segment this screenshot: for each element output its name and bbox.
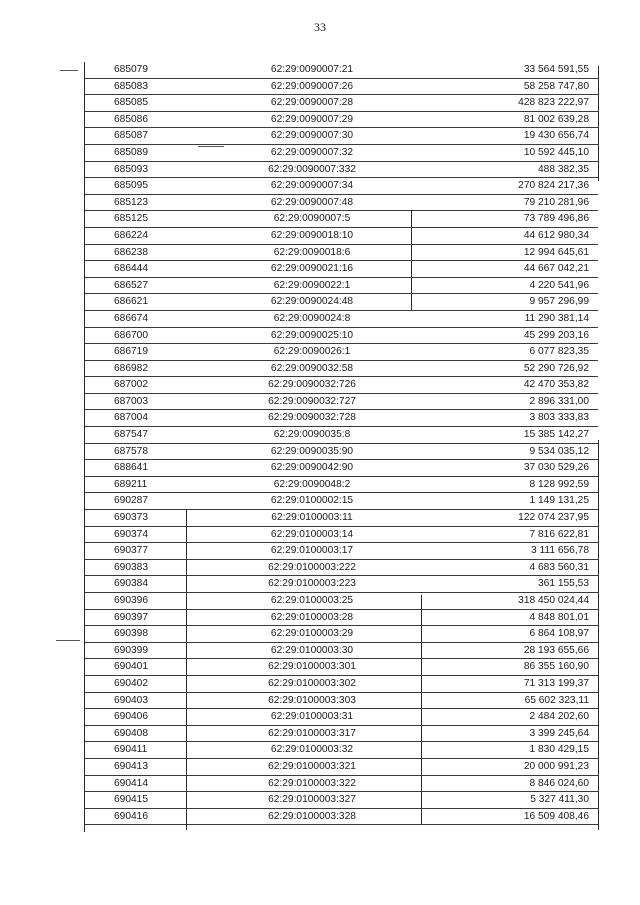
table-row [84,693,598,710]
table-row [84,560,598,577]
cadastral-number: 62:29:0100003:30 [270,644,354,656]
table-row [84,610,598,627]
row-id: 685093 [114,163,148,175]
table-row [84,709,598,726]
cadastral-number: 62:29:0090025:10 [270,329,354,341]
row-id: 690413 [114,760,148,772]
cadastral-value: 44 612 980,34 [523,229,589,241]
table-row [84,261,598,278]
row-id: 690403 [114,694,148,706]
row-id: 686238 [114,246,148,258]
table-row [84,361,598,378]
cadastral-number: 62:29:0100003:25 [270,595,354,606]
table-row [84,527,598,544]
cadastral-value: 11 290 381,14 [524,312,589,324]
table-right-rule-lower [598,440,599,830]
cadastral-number: 62:29:0100003:14 [270,528,354,540]
cadastral-number: 62:29:0090024:8 [273,312,351,324]
cadastral-number: 62:29:0100003:328 [268,810,356,822]
cadastral-value: 33 564 591,55 [523,64,589,75]
cadastral-value: 71 313 199,37 [523,677,589,689]
row-id: 687547 [114,429,148,441]
cadastral-number: 62:29:0100002:15 [270,495,354,507]
cadastral-value: 12 994 645,61 [523,246,589,258]
table-row [84,742,598,759]
table-row [84,626,598,643]
row-id: 685087 [114,130,148,142]
cadastral-value: 8 846 024,60 [529,777,589,789]
row-id: 686719 [114,346,148,358]
scan-mark [198,146,224,147]
table-row [84,543,598,560]
table-row [84,128,598,145]
cadastral-value: 270 824 217,36 [518,180,589,192]
cadastral-number: 62:29:0100003:17 [270,545,354,557]
page-number: 33 [314,20,326,34]
cadastral-value: 86 355 160,90 [523,661,589,673]
table-row [84,228,598,245]
cadastral-number: 62:29:0100003:11 [271,512,353,524]
table-row [84,726,598,743]
row-id: 685086 [114,113,148,125]
table-row [84,510,598,527]
table-row [84,792,598,809]
cadastral-number: 62:29:0090007:48 [270,196,354,208]
row-id: 690399 [114,644,148,656]
row-id: 690414 [114,777,148,789]
row-id: 690287 [114,495,148,507]
cadastral-number: 62:29:0100003:302 [268,677,356,689]
cadastral-number: 62:29:0100003:321 [268,760,356,772]
cadastral-value: 19 430 656,74 [523,130,589,142]
cadastral-value: 3 399 245,64 [529,727,589,739]
row-id: 690383 [114,561,148,573]
table-right-rule [598,66,599,181]
cadastral-number: 62:29:0090032:58 [270,362,354,374]
cadastral-value: 488 382,35 [538,163,589,175]
cadastral-number: 62:29:0090032:726 [268,379,356,391]
row-id: 687002 [114,379,148,391]
cadastral-value: 10 592 445,10 [523,146,589,158]
cadastral-number: 62:29:0090032:728 [268,412,356,424]
id-column-divider [186,510,187,830]
cadastral-number: 62:29:0100003:223 [268,578,356,590]
cadastral-number: 62:29:0100003:31 [270,711,354,723]
row-id: 690398 [114,628,148,640]
cadastral-number: 62:29:0090018:6 [273,246,351,258]
table-row [84,444,598,461]
table-row [84,659,598,676]
row-id: 690396 [114,595,148,606]
row-id: 685095 [114,180,148,192]
table-row [84,477,598,494]
cadastral-value: 58 258 747,80 [523,80,589,92]
cadastral-number: 62:29:0090035:90 [270,445,354,457]
cadastral-number: 62:29:0090007:29 [270,113,354,125]
cadastral-number: 62:29:0090024:48 [270,296,354,308]
cadastral-value: 28 193 655,66 [523,644,589,656]
table-row [84,593,598,610]
cadastral-number: 62:29:0090007:21 [270,64,354,75]
cadastral-number: 62:29:0100003:28 [270,611,354,623]
table-row [84,328,598,345]
table-row [84,245,598,262]
row-id: 686224 [114,229,148,241]
scan-mark [60,70,78,71]
table-row [84,145,598,162]
row-id: 686700 [114,329,148,341]
table-row [84,643,598,660]
row-id: 687004 [114,412,148,424]
cadastral-value: 45 299 203,16 [523,329,589,341]
scan-mark [56,640,80,641]
cadastral-value: 7 816 622,81 [529,528,589,540]
column-divider [411,210,412,310]
table-row [84,576,598,593]
table-row [84,377,598,394]
table-row [84,460,598,477]
row-id: 689211 [114,478,148,490]
row-id: 688641 [114,462,148,474]
row-id: 685125 [114,213,148,225]
row-id: 687578 [114,445,148,457]
cadastral-value: 9 534 035,12 [529,445,589,457]
row-id: 690415 [114,794,148,806]
cadastral-value: 318 450 024,44 [518,595,589,606]
cadastral-value: 81 002 639,28 [523,113,589,125]
cadastral-number: 62:29:0090007:5 [273,213,351,225]
cadastral-value: 42 470 353,82 [523,379,589,391]
table-row [84,79,598,96]
table-row [84,759,598,776]
cadastral-number: 62:29:0100003:32 [270,744,354,756]
table-row [84,776,598,793]
cadastral-value: 73 789 496,86 [523,213,589,225]
cadastral-value: 44 667 042,21 [523,263,589,275]
cadastral-value: 361 155,53 [538,578,589,590]
cadastral-value: 16 509 408,46 [523,810,589,822]
table-row [84,211,598,228]
cadastral-value: 6 077 823,35 [529,346,589,358]
row-id: 690416 [114,810,148,822]
cadastral-number: 62:29:0090042:90 [270,462,354,474]
cadastral-value: 52 290 726,92 [523,362,589,374]
column-divider-lower [421,595,422,825]
row-id: 690411 [114,744,148,756]
cadastral-value: 6 864 108,97 [529,628,589,640]
table-row [84,278,598,295]
row-id: 690397 [114,611,148,623]
table-row [84,195,598,212]
table-row [84,676,598,693]
cadastral-number: 62:29:0100003:322 [268,777,356,789]
cadastral-number: 62:29:0090007:26 [270,80,354,92]
row-id: 686982 [114,362,148,374]
table-row [84,62,598,79]
cadastral-number: 62:29:0090022:1 [273,279,351,291]
row-id: 690374 [114,528,148,540]
row-id: 690373 [114,512,148,524]
row-id: 685123 [114,196,148,208]
row-id: 685089 [114,146,148,158]
cadastral-number: 62:29:0100003:29 [270,628,354,640]
cadastral-number: 62:29:0090007:28 [270,97,354,109]
cadastral-number: 62:29:0100003:317 [268,727,356,739]
cadastral-value: 5 327 411,30 [530,794,589,806]
cadastral-number: 62:29:0090026:1 [273,346,351,358]
cadastral-value: 3 111 656,78 [531,545,589,557]
table-row [84,311,598,328]
cadastral-value: 1 149 131,25 [529,495,589,507]
cadastral-value: 20 000 991,23 [523,760,589,772]
cadastral-value: 428 823 222,97 [518,97,589,109]
cadastral-value: 8 128 992,59 [529,478,589,490]
table-left-rule [84,62,85,832]
row-id: 685085 [114,97,148,109]
cadastral-number: 62:29:0100003:327 [268,794,356,806]
row-id: 690401 [114,661,148,673]
table-row [84,95,598,112]
cadastral-value: 15 385 142,27 [523,429,589,441]
cadastral-value-table [84,62,598,825]
cadastral-value: 4 683 560,31 [529,561,589,573]
cadastral-value: 79 210 281,96 [523,196,589,208]
table-row [84,162,598,179]
cadastral-value: 4 220 541,96 [529,279,589,291]
cadastral-number: 62:29:0090032:727 [268,395,356,407]
row-id: 685079 [114,64,148,75]
cadastral-value: 2 896 331,00 [529,395,589,407]
row-id: 690402 [114,677,148,689]
cadastral-value: 2 484 202,60 [529,711,589,723]
row-id: 687003 [114,395,148,407]
table-row [84,493,598,510]
row-id: 686621 [114,296,148,308]
cadastral-number: 62:29:0090018:10 [270,229,354,241]
table-row [84,427,598,444]
cadastral-number: 62:29:0090035:8 [273,429,351,441]
row-id: 690408 [114,727,148,739]
row-id: 690406 [114,711,148,723]
cadastral-number: 62:29:0100003:303 [268,694,356,706]
cadastral-value: 4 848 801,01 [529,611,589,623]
cadastral-value: 9 957 296,99 [529,296,589,308]
cadastral-number: 62:29:0090007:34 [270,180,354,192]
table-row [84,112,598,129]
row-id: 686527 [114,279,148,291]
cadastral-value: 65 602 323,11 [524,694,589,706]
table-row [84,809,598,826]
row-id: 685083 [114,80,148,92]
table-row [84,344,598,361]
table-row [84,294,598,311]
cadastral-number: 62:29:0100003:301 [268,661,356,673]
table-row [84,394,598,411]
row-id: 686674 [114,312,148,324]
cadastral-number: 62:29:0090007:30 [270,130,354,142]
cadastral-value: 1 830 429,15 [529,744,589,756]
row-id: 690384 [114,578,148,590]
table-row [84,410,598,427]
cadastral-number: 62:29:0090021:16 [270,263,354,275]
table-row [84,178,598,195]
cadastral-number: 62:29:0090048:2 [273,478,351,490]
cadastral-value: 3 803 333,83 [529,412,589,424]
cadastral-number: 62:29:0090007:332 [268,163,356,175]
row-id: 690377 [114,545,148,557]
cadastral-number: 62:29:0100003:222 [268,561,356,573]
cadastral-value: 37 030 529,26 [523,462,589,474]
cadastral-value: 122 074 237,95 [518,512,589,524]
cadastral-number: 62:29:0090007:32 [270,146,354,158]
row-id: 686444 [114,263,148,275]
